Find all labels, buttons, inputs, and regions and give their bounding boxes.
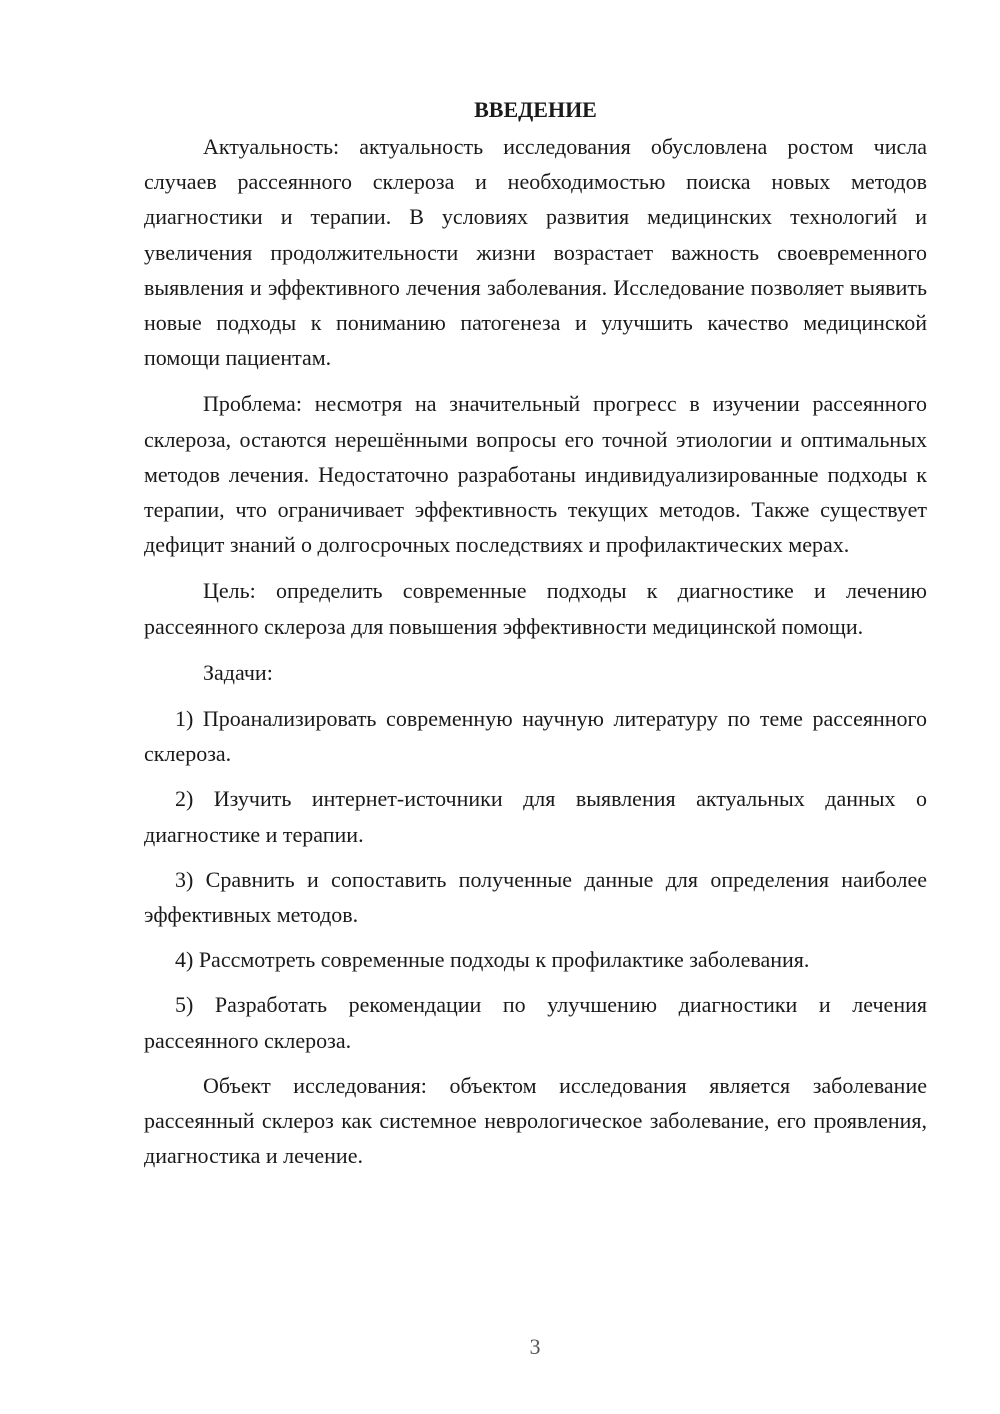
relevance-paragraph: Актуальность: актуальность исследования обусловлена ростом числа случаев рассеянного склероза и необходимостью поиска новых методов диагностики и терапии. В условиях развития медицинских технологий и увеличения продолжительности жизни возрастает важность своевременного выявления и эффективного лечения заболевания. Исследование позволяет выявить новые подходы к пониманию патогенеза и улучшить качество медицинской помощи пациентам. (144, 134, 927, 371)
task-item: 1) Проанализировать современную научную литературу по теме рассеянного склероза. (144, 706, 927, 767)
task-item: 2) Изучить интернет-источники для выявления актуальных данных о диагностике и терапии. (144, 786, 927, 847)
page-number: 3 (529, 1334, 541, 1359)
section-title: ВВЕДЕНИЕ (474, 97, 597, 122)
task-item: 3) Сравнить и сопоставить полученные данные для определения наиболее эффективных методов. (144, 866, 927, 928)
goal-paragraph: Цель: определить современные подходы к диагностике и лечению рассеянного склероза для повышения эффективности медицинской помощи. (144, 578, 927, 639)
tasks-heading: Задачи: (203, 659, 273, 685)
task-item: 5) Разработать рекомендации по улучшению диагностики и лечения рассеянного склероза. (144, 992, 927, 1053)
problem-paragraph: Проблема: несмотря на значительный прогресс в изучении рассеянного склероза, остаются нерешёнными вопросы его точной этиологии и оптимальных методов лечения. Недостаточно разработаны индивидуализированные подходы к терапии, что ограничивает эффективность текущих методов. Также существует дефицит знаний о долгосрочных последствиях и профилактических мерах. (144, 391, 927, 558)
object-paragraph: Объект исследования: объектом исследования является заболевание рассеянный склероз как системное неврологическое заболевание, его проявления, диагностика и лечение. (144, 1072, 927, 1169)
task-item: 4) Рассмотреть современные подходы к профилактике заболевания. (175, 947, 810, 973)
document-page (144, 92, 927, 1184)
